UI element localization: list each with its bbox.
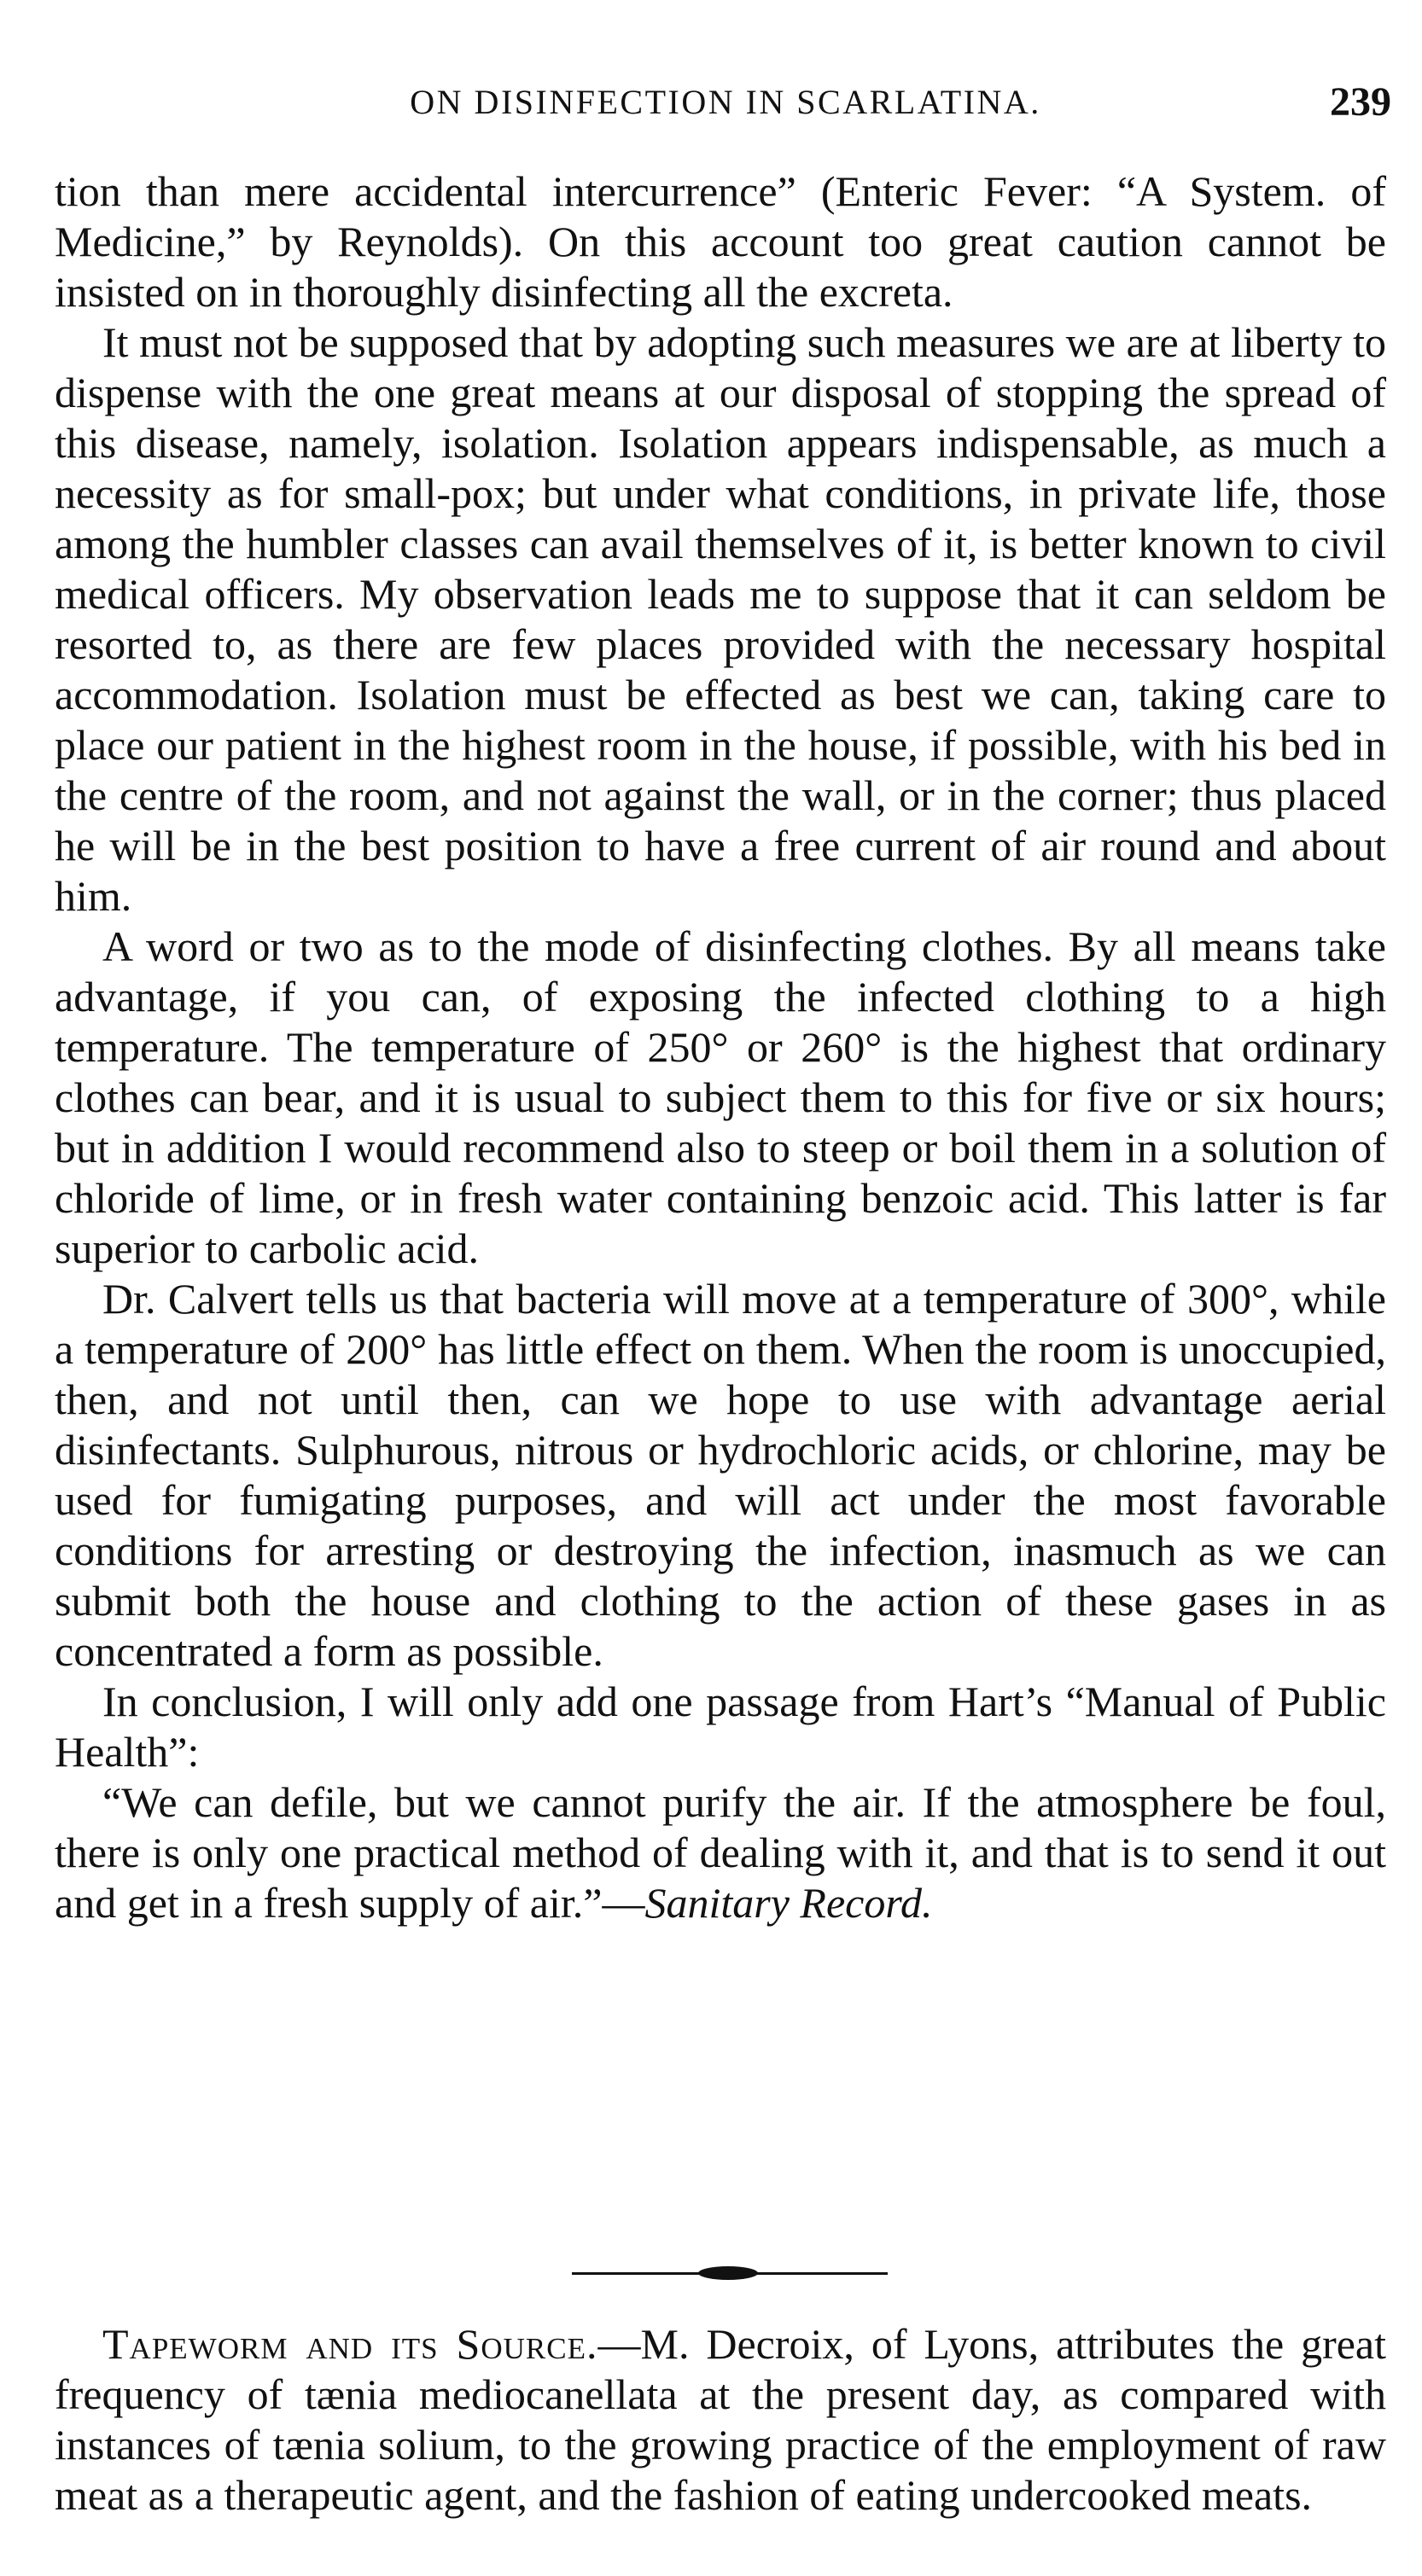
page-number: 239 (1330, 79, 1391, 125)
divider-ornament (698, 2266, 758, 2280)
second-article-title: Tapeworm and its Source. (102, 2320, 598, 2368)
paragraph-4: Dr. Calvert tells us that bacteria will move at a temperature of 300°, while a temperature of 200° has little effect on them. When the room is unoccupied, then, and not until then, can we hope to use with advantage aerial disinfectants. Sulphurous, nitrous or hydrochloric acids, or chlorine, may be used for fumigating purposes, and will act under the most favorable conditions for arresting or destroying the infection, inasmuch as we can submit both the house and clothing to the action of these gases in as concentrated a form as possible. (55, 1275, 1386, 1675)
quotation-source: Sanitary Record. (644, 1879, 933, 1927)
second-article (55, 2319, 1386, 2521)
second-article-text: —M. Decroix, of Lyons, attributes the great frequency of tænia mediocanellata at the present day, as compared with instances of tænia solium, to the growing practice of the employment of raw meat as a therapeutic agent, and the fashion of eating undercooked meats. (55, 2320, 1386, 2519)
section-divider (0, 2265, 1422, 2282)
paragraph-5: In conclusion, I will only add one passage from Hart’s “Manual of Public Health”: (55, 1678, 1386, 1776)
quotation (55, 1777, 1386, 1928)
paragraph-2: It must not be supposed that by adopting such measures we are at liberty to dispense with the one great means at our disposal of stopping the spread of this disease, namely, isolation. Isolation appears indispensable, as much a necessity as for small-pox; but under what conditions, in private life, those among the humbler classes can avail themselves of it, is better known to civil medical officers. My observation leads me to suppose that it can seldom be resorted to, as there are few places provided with the necessary hospital accommodation. Isolation must be effected as best we can, taking care to place our patient in the highest room in the house, if possible, with his bed in the centre of the room, and not against the wall, or in the corner; thus placed he will be in the best position to have a free current of air round and about him. (55, 318, 1386, 920)
running-title: ON DISINFECTION IN SCARLATINA. (410, 83, 1041, 121)
paragraph-1: tion than mere accidental intercurrence” (Enteric Fever: “A System. of Medicine,” by Reynolds). On this account too great caution cannot be insisted on in thoroughly disinfecting all the excreta. (55, 167, 1386, 316)
second-article-paragraph (55, 2319, 1386, 2521)
paragraph-3: A word or two as to the mode of disinfecting clothes. By all means take advantage, if you can, of exposing the infected clothing to a high temperature. The temperature of 250° or 260° is the highest that ordinary clothes can bear, and it is usual to subject them to this for five or six hours; but in addition I would recommend also to steep or boil them in a solution of chloride of lime, or in fresh water containing benzoic acid. This latter is far superior to carbolic acid. (55, 922, 1386, 1272)
article-body (55, 166, 1386, 1928)
running-head (60, 79, 1391, 142)
quotation-text: “We can defile, but we cannot purify the air. If the atmosphere be foul, there is only one practical method of dealing with it, and that is to send it out and get in a fresh supply of air.”— (55, 1778, 1386, 1927)
